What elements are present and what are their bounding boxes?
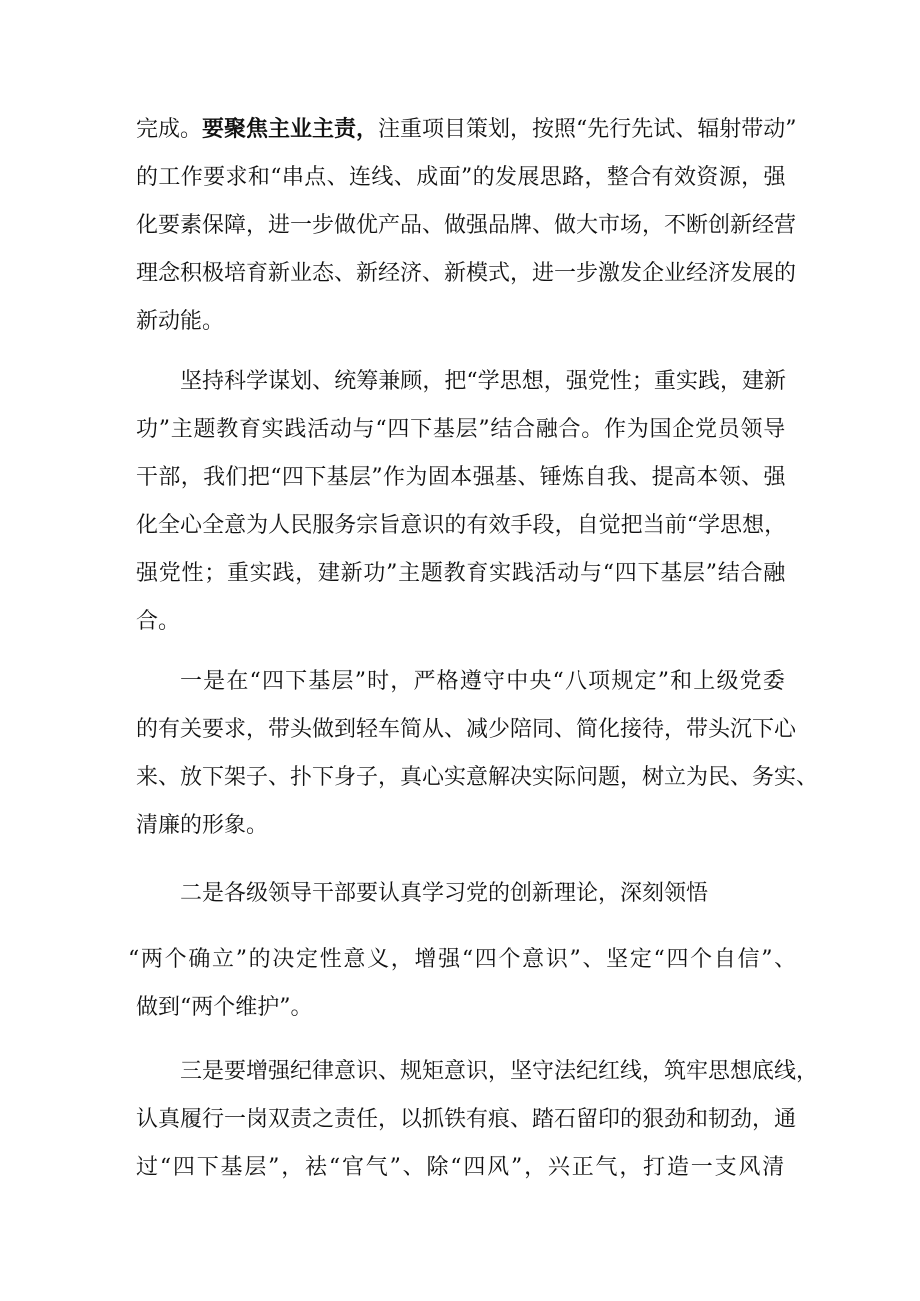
p6-line2: 认真履行一岗双责之责任，以抓铁有痕、踏石留印的狠劲和韧劲，通 <box>136 1107 797 1132</box>
p3-line2: 的有关要求，带头做到轻车简从、减少陪同、简化接待，带头沉下心 <box>136 717 797 742</box>
p1-line1-seg1: 完成。 <box>136 117 203 142</box>
p3-line3: 来、放下架子、扑下身子，真心实意解决实际问题，树立为民、务实、 <box>136 765 819 790</box>
p2-line6: 合。 <box>136 609 181 634</box>
p1-line1-seg3: 注重项目策划，按照“先行先试、辐射带动” <box>378 117 797 142</box>
p5-line1: “两个确立”的决定性意义，增强“四个意识”、坚定“四个自信”、 <box>128 947 798 972</box>
p6-line3: 过“四下基层”，祛“官气”、除“四风”，兴正气，打造一支风清 <box>136 1155 787 1180</box>
p2-line5: 强党性；重实践，建新功”主题教育实践活动与“四下基层”结合融 <box>136 561 786 586</box>
p2-line4: 化全心全意为人民服务宗旨意识的有效手段，自觉把当前“学思想， <box>136 513 787 538</box>
p2-line3: 干部，我们把“四下基层”作为固本强基、锤炼自我、提高本领、强 <box>136 465 786 490</box>
p3-line1: 一是在“四下基层”时，严格遵守中央“八项规定”和上级党委 <box>180 669 787 694</box>
p4-line1: 二是各级领导干部要认真学习党的创新理论，深刻领悟 <box>180 881 709 906</box>
p3-line4: 清廉的形象。 <box>136 813 269 838</box>
p6-line1: 三是要增强纪律意识、规矩意识，坚守法纪红线，筑牢思想底线， <box>180 1059 819 1084</box>
p1-line4: 理念积极培育新业态、新经济、新模式，进一步激发企业经济发展的 <box>136 261 797 286</box>
p1-line1-seg2-bold: 要聚焦主业主责， <box>202 117 379 142</box>
p1-line1 <box>136 116 797 144</box>
p5-line2: 做到“两个维护”。 <box>136 995 313 1020</box>
p2-line1: 坚持科学谋划、统筹兼顾，把“学思想，强党性；重实践，建新 <box>180 369 787 394</box>
p1-line2: 的工作要求和“串点、连线、成面”的发展思路，整合有效资源，强 <box>136 165 786 190</box>
p2-line2: 功”主题教育实践活动与“四下基层”结合融合。作为国企党员领导 <box>136 417 786 442</box>
p1-line3: 化要素保障，进一步做优产品、做强品牌、做大市场，不断创新经营 <box>136 213 797 238</box>
p1-line5: 新动能。 <box>136 309 225 334</box>
